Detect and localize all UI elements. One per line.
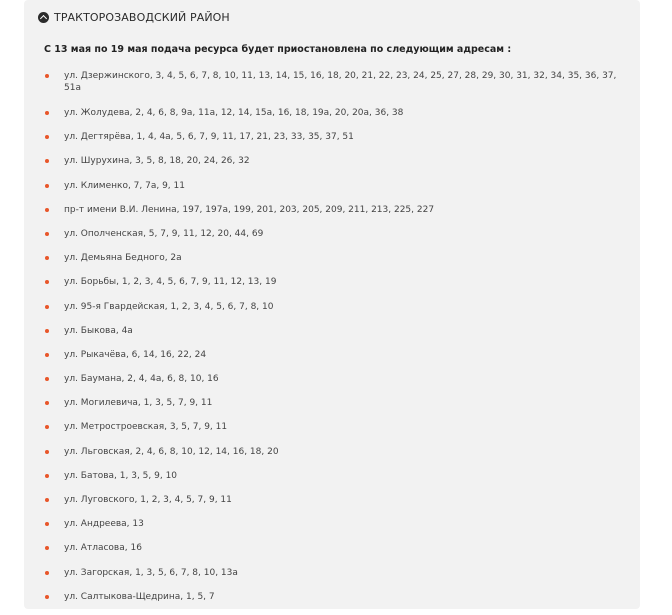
address-item: ул. Батова, 1, 3, 5, 9, 10 bbox=[44, 470, 619, 482]
address-item: ул. Борьбы, 1, 2, 3, 4, 5, 6, 7, 9, 11, 12, 13, 19 bbox=[44, 276, 619, 288]
address-list bbox=[44, 70, 619, 615]
address-item: ул. Баумана, 2, 4, 4а, 6, 8, 10, 16 bbox=[44, 373, 619, 385]
address-item: ул. Андреева, 13 bbox=[44, 518, 619, 530]
address-item: ул. Загорская, 1, 3, 5, 6, 7, 8, 10, 13а bbox=[44, 567, 619, 579]
address-item: ул. Луговского, 1, 2, 3, 4, 5, 7, 9, 11 bbox=[44, 494, 619, 506]
address-item: ул. Дегтярёва, 1, 4, 4а, 5, 6, 7, 9, 11, 17, 21, 23, 33, 35, 37, 51 bbox=[44, 131, 619, 143]
district-title: ТРАКТОРОЗАВОДСКИЙ РАЙОН bbox=[54, 11, 230, 24]
address-item: ул. Быкова, 4а bbox=[44, 325, 619, 337]
address-item: ул. Ополченская, 5, 7, 9, 11, 12, 20, 44, 69 bbox=[44, 228, 619, 240]
district-panel bbox=[24, 0, 640, 609]
address-item: ул. Льговская, 2, 4, 6, 8, 10, 12, 14, 16, 18, 20 bbox=[44, 446, 619, 458]
address-item: ул. Жолудева, 2, 4, 6, 8, 9а, 11а, 12, 14, 15а, 16, 18, 19а, 20, 20а, 36, 38 bbox=[44, 107, 619, 119]
address-item: ул. Дзержинского, 3, 4, 5, 6, 7, 8, 10, 11, 13, 14, 15, 16, 18, 20, 21, 22, 23, 24, 25, 27, 28, 29, 30, 31, 32, 34, 35, 36, 37, 51а bbox=[44, 70, 619, 94]
address-item: ул. Метростроевская, 3, 5, 7, 9, 11 bbox=[44, 421, 619, 433]
address-item: пр-т имени В.И. Ленина, 197, 197а, 199, 201, 203, 205, 209, 211, 213, 225, 227 bbox=[44, 204, 619, 216]
address-item: ул. Могилевича, 1, 3, 5, 7, 9, 11 bbox=[44, 397, 619, 409]
address-item: ул. Атласова, 16 bbox=[44, 542, 619, 554]
address-item: ул. 95-я Гвардейская, 1, 2, 3, 4, 5, 6, 7, 8, 10 bbox=[44, 301, 619, 313]
address-item: ул. Демьяна Бедного, 2а bbox=[44, 252, 619, 264]
address-item: ул. Рыкачёва, 6, 14, 16, 22, 24 bbox=[44, 349, 619, 361]
address-item: ул. Клименко, 7, 7а, 9, 11 bbox=[44, 180, 619, 192]
notice-text: С 13 мая по 19 мая подача ресурса будет приостановлена по следующим адресам : bbox=[44, 44, 512, 55]
district-header[interactable] bbox=[38, 11, 230, 24]
chevron-up-icon[interactable] bbox=[38, 12, 49, 23]
address-item: ул. Салтыкова-Щедрина, 1, 5, 7 bbox=[44, 591, 619, 603]
address-item: ул. Шурухина, 3, 5, 8, 18, 20, 24, 26, 32 bbox=[44, 155, 619, 167]
